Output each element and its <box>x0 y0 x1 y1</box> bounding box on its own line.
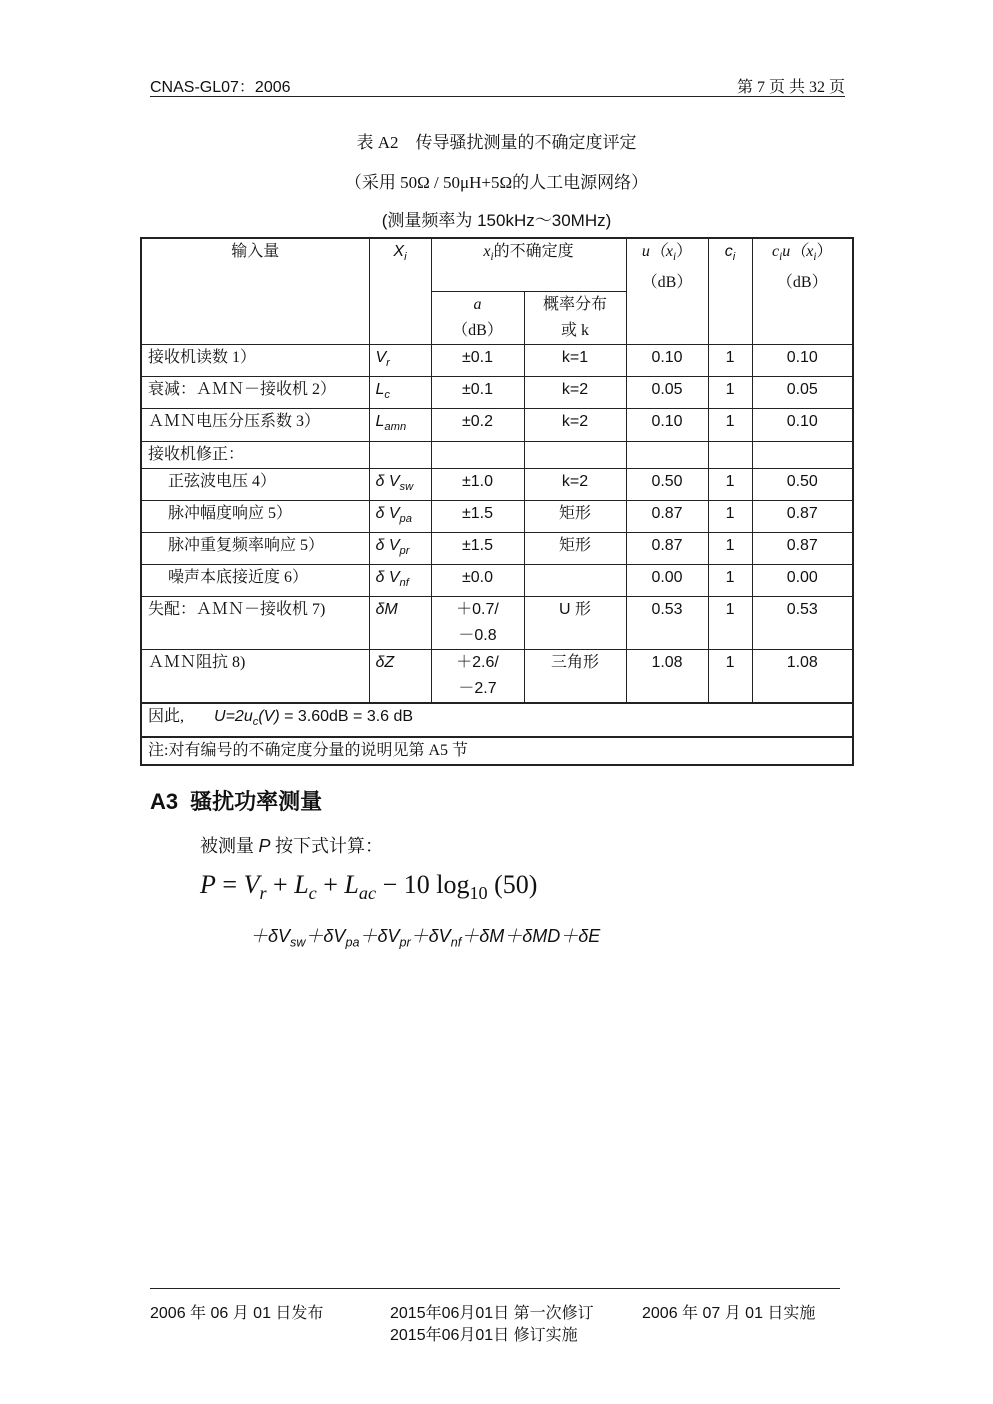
footer-issued: 2006 年 06 月 01 日发布 <box>150 1305 324 1322</box>
footer-revision-effective: 2015年06月01日 修订实施 <box>390 1327 578 1344</box>
table-row: 噪声本底接近度 6） δ $V_{nf}$ ±0.0 0.00 1 0.00 <box>141 565 853 597</box>
result-row: 因此, $U=2u_c(V) = 3.60dB = 3.6$ dB <box>141 703 853 736</box>
note-row: 注:对有编号的不确定度分量的说明见第 A5 节 <box>141 737 853 765</box>
table-row: ＡＭＮ电压分压系数 3） $L_{amn}$ ±0.2 k=2 0.10 1 0.10 <box>141 409 853 441</box>
table-row: 脉冲重复频率响应 5） δ $V_{pr}$ ±1.5 矩形 0.87 1 0.87 <box>141 532 853 564</box>
formula-line-2: $+\delta V_{sw}+\delta V_{pa}+\delta V_{pr}+\delta V_{nf}+\delta M+\delta MD+\delta E$ <box>250 926 601 950</box>
page-number: 第 7 页 共 32 页 <box>736 79 845 96</box>
col-uncertainty: $x_i$的不确定度 <box>431 238 626 292</box>
col-u: $u(x_i)$ （dB） <box>626 238 708 345</box>
table-row: 失配：ＡＭＮ－接收机 7) δM ＋0.7/ －0.8 U 形 0.53 1 0.53 <box>141 597 853 650</box>
table-subtitle: （采用 50Ω / 50μH+5Ω的人工电源网络） <box>344 173 649 192</box>
col-c: $c_i$ <box>708 238 752 345</box>
footer-effective: 2006 年 07 月 01 日实施 <box>642 1305 816 1322</box>
table-row: 脉冲幅度响应 5） δ $V_{pa}$ ±1.5 矩形 0.87 1 0.87 <box>141 500 853 532</box>
section-number: A3 <box>150 789 179 814</box>
col-a: a （dB） <box>431 292 524 345</box>
table-row: ＡＭＮ阻抗 8) δZ ＋2.6/ －2.7 三角形 1.08 1 1.08 <box>141 650 853 704</box>
table-frequency: (测量频率为 150kHz～30MHz) <box>381 211 612 230</box>
table-row: 接收机修正： <box>141 441 853 468</box>
col-input: 输入量 <box>141 238 369 345</box>
doc-code: CNAS-GL07：2006 <box>150 79 291 96</box>
uncertainty-table <box>140 237 854 766</box>
footer-revision: 2015年06月01日 第一次修订 <box>390 1305 594 1322</box>
table-row: 正弦波电压 4） δ $V_{sw}$ ±1.0 k=2 0.50 1 0.50 <box>141 468 853 500</box>
formula-line-1: $P = V_r + L_c + L_{ac} - 10$ $\log_{10} (50)$ <box>200 870 538 904</box>
table-row: 接收机读数 1） $V_r$ ±0.1 k=1 0.10 1 0.10 <box>141 345 853 377</box>
col-dist: 概率分布 或 k <box>524 292 626 345</box>
col-cu: $c_iu(x_i)$ （dB） <box>752 238 853 345</box>
header-row-1 <box>141 238 853 292</box>
section-heading <box>150 785 322 816</box>
table-title: 表 A2 传导骚扰测量的不确定度评定 <box>356 133 637 152</box>
table-row: 衰减：ＡＭＮ－接收机 2） $L_c$ ±0.1 k=2 0.05 1 0.05 <box>141 377 853 409</box>
page-header <box>150 72 845 97</box>
section-title: 骚扰功率测量 <box>190 789 323 814</box>
footer-divider <box>150 1288 840 1289</box>
col-xi: $X_i$ <box>369 238 431 345</box>
intro-paragraph: 被测量 P 按下式计算： <box>200 836 384 856</box>
